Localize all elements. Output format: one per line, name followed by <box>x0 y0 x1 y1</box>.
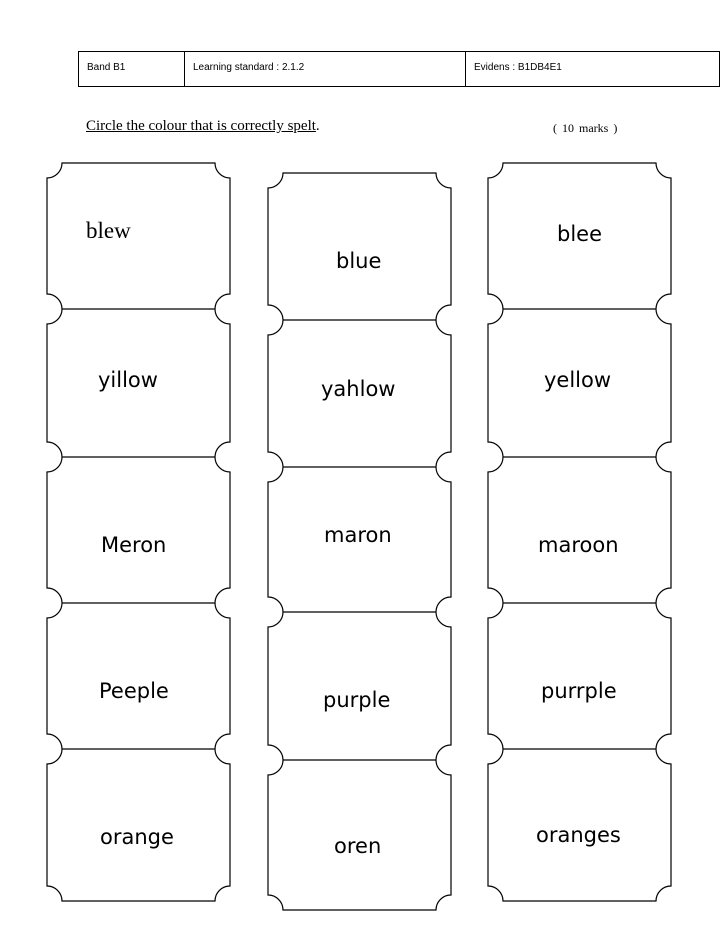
marks-label: ( 10 marks ) <box>553 121 618 135</box>
puzzle-column-3 <box>488 163 671 901</box>
word-card-1-4[interactable]: Peeple <box>99 679 169 703</box>
word-card-1-5[interactable]: orange <box>100 825 174 849</box>
word-card-1-1[interactable]: blew <box>86 218 131 243</box>
word-card-2-1[interactable]: blue <box>336 249 382 273</box>
word-card-1-2[interactable]: yillow <box>98 368 158 392</box>
word-card-3-5[interactable]: oranges <box>536 823 621 847</box>
puzzle-column-1 <box>47 163 230 901</box>
word-card-3-1[interactable]: blee <box>557 222 603 246</box>
word-card-3-2[interactable]: yellow <box>544 368 612 392</box>
learning-standard-cell: Learning standard : 2.1.2 <box>185 52 466 87</box>
puzzle-outline <box>488 163 671 901</box>
evidence-cell: Evidens : B1DB4E1 <box>466 52 720 87</box>
word-card-3-4[interactable]: purrple <box>541 679 617 703</box>
word-card-1-3[interactable]: Meron <box>101 533 167 557</box>
instruction-period: . <box>315 118 320 134</box>
word-card-3-3[interactable]: maroon <box>538 533 619 557</box>
word-card-2-2[interactable]: yahlow <box>321 377 396 401</box>
puzzle-outline <box>47 163 230 901</box>
instruction-text: Circle the colour that is correctly spelt <box>86 118 316 134</box>
band-cell: Band B1 <box>79 52 185 87</box>
word-card-2-3[interactable]: maron <box>324 523 392 547</box>
word-card-2-4[interactable]: purple <box>323 688 391 712</box>
word-card-2-5[interactable]: oren <box>334 834 382 858</box>
